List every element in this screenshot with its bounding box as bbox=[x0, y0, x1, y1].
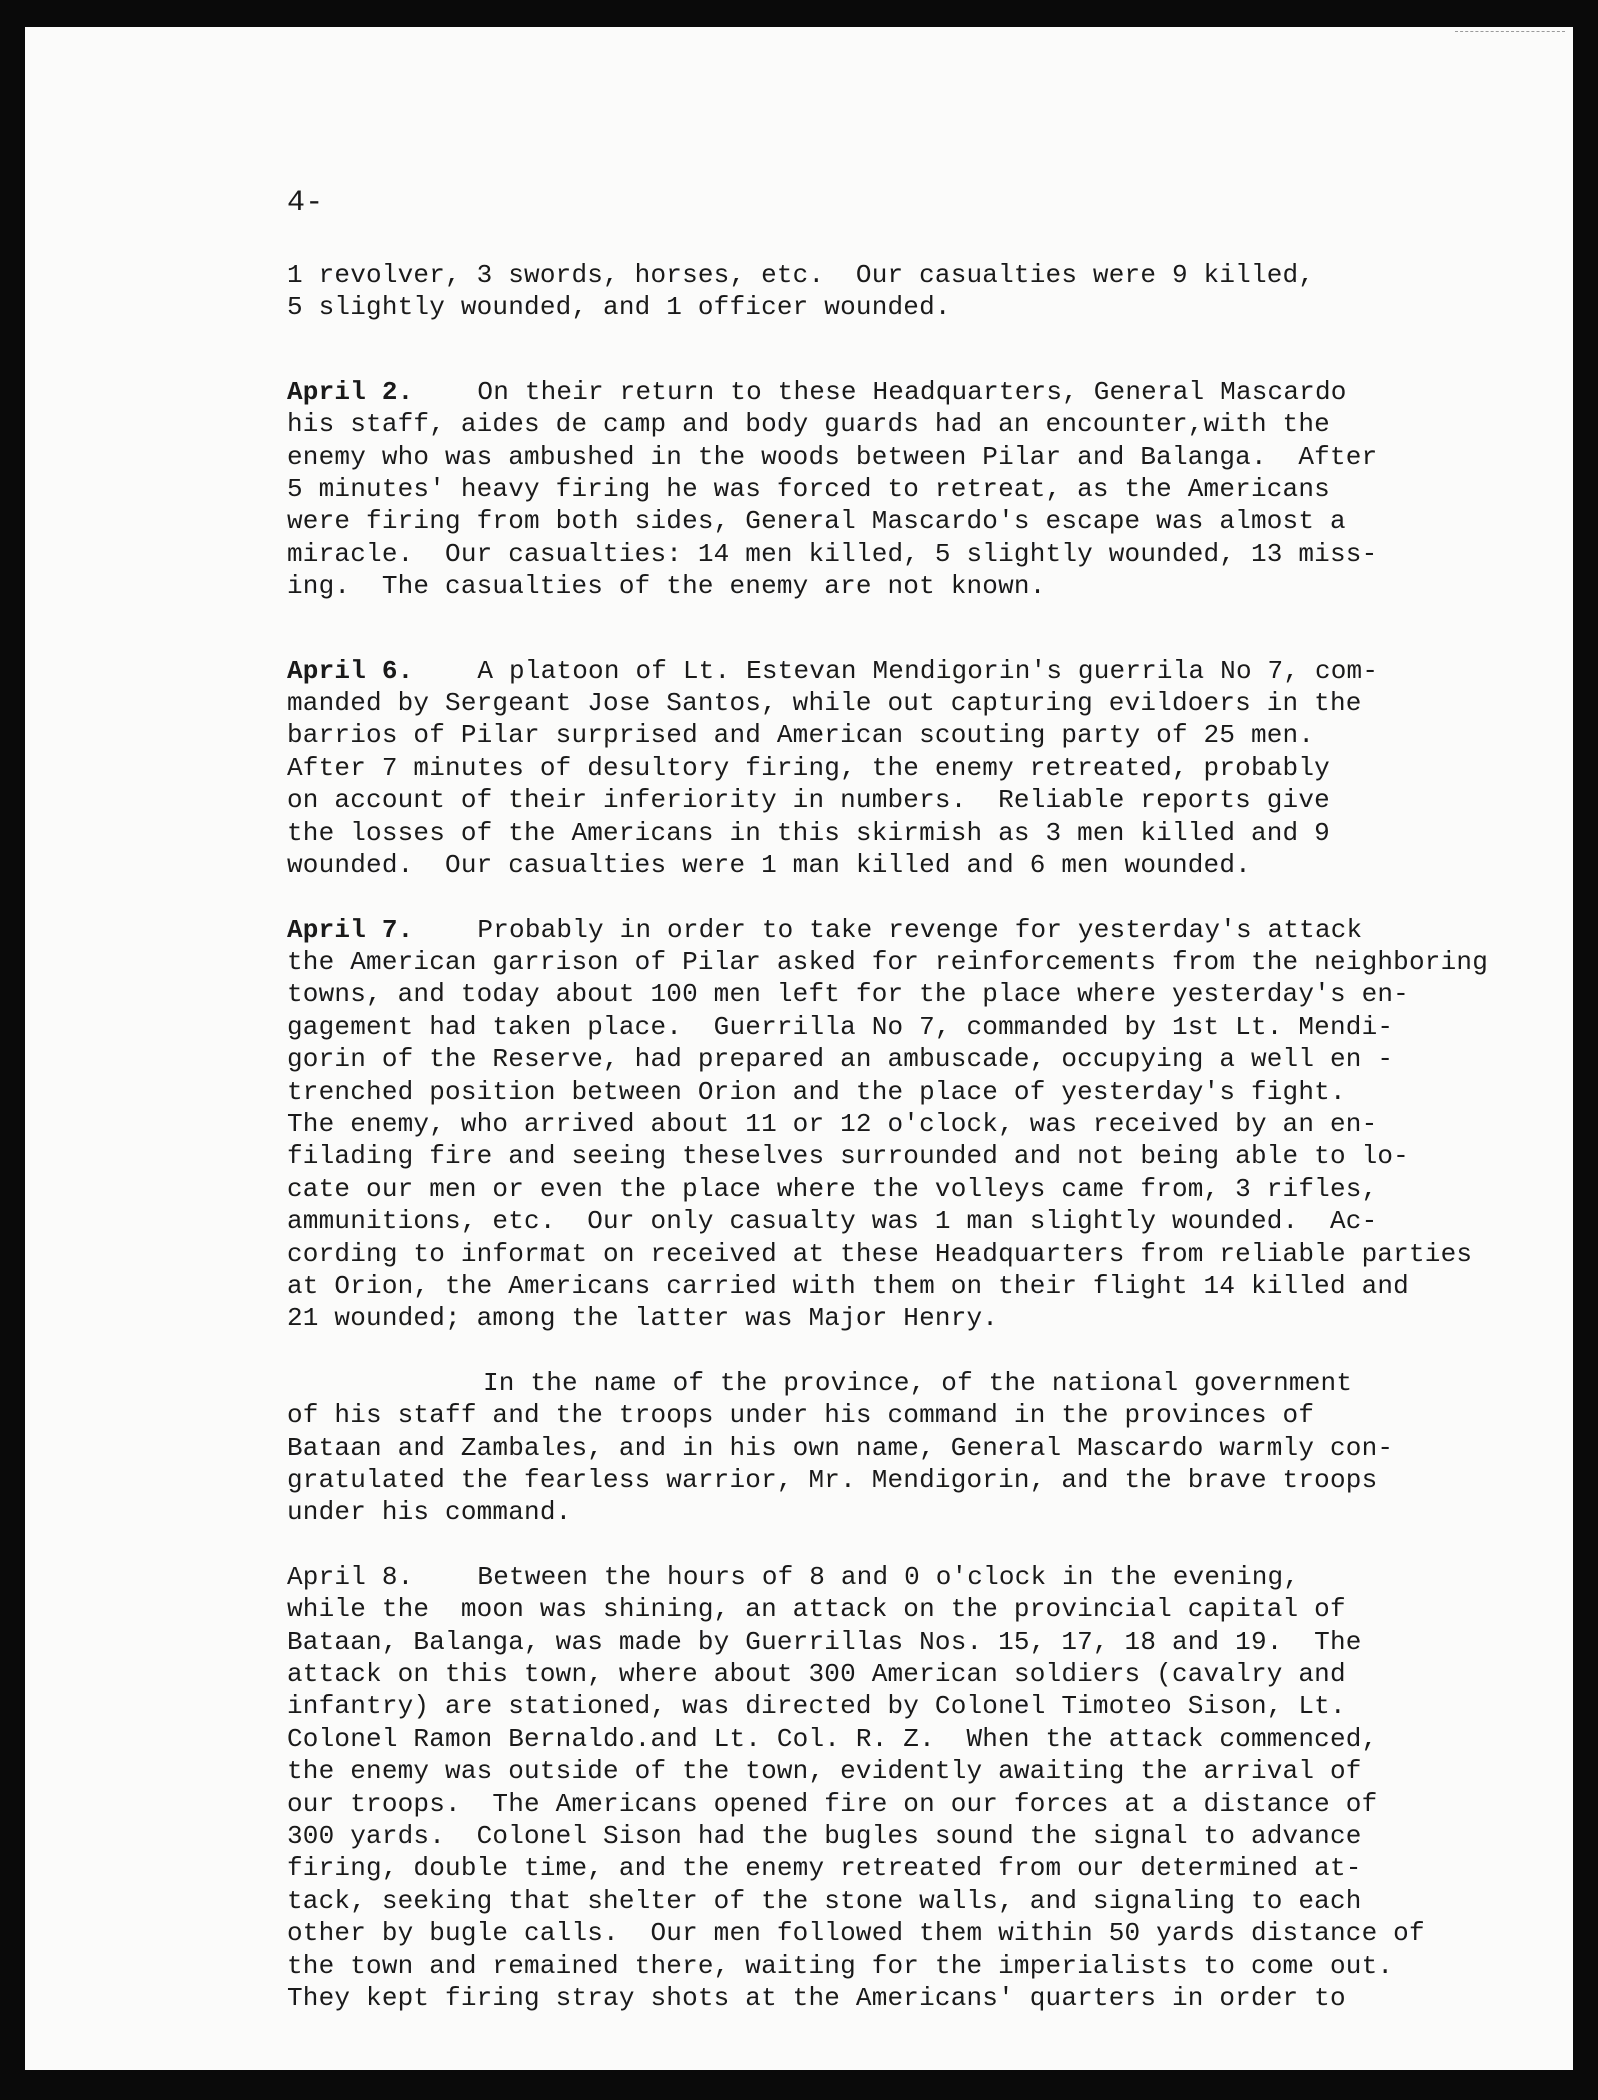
text-line: other by bugle calls. Our men followed them within 50 yards distance of bbox=[287, 1918, 1425, 1949]
text-line: 1 revolver, 3 swords, horses, etc. Our casualties were 9 killed, bbox=[287, 260, 1315, 290]
text-line: firing, double time, and the enemy retreated from our determined at- bbox=[287, 1853, 1362, 1884]
text-line: Between the hours of 8 and 0 o'clock in the evening, bbox=[477, 1561, 1300, 1592]
text-line: gagement had taken place. Guerrilla No 7, commanded by 1st Lt. Mendi- bbox=[287, 1011, 1394, 1042]
text-line: gorin of the Reserve, had prepared an ambuscade, occupying a well en - bbox=[287, 1044, 1394, 1075]
entry-april-2 bbox=[287, 376, 1557, 603]
text-line: his staff, aides de camp and body guards had an encounter,with the bbox=[287, 409, 1330, 440]
text-line: filading fire and seeing theselves surrounded and not being able to lo- bbox=[287, 1141, 1409, 1172]
text-line: barrios of Pilar surprised and American scouting party of 25 men. bbox=[287, 720, 1315, 751]
text-line: cate our men or even the place where the volleys came from, 3 rifles, bbox=[287, 1173, 1378, 1204]
text-line: The enemy, who arrived about 11 or 12 o'clock, was received by an en- bbox=[287, 1108, 1378, 1139]
text-line: our troops. The Americans opened fire on our forces at a distance of bbox=[287, 1788, 1378, 1819]
paragraph-congratulations bbox=[287, 1367, 1557, 1529]
text-line: were firing from both sides, General Mascardo's escape was almost a bbox=[287, 506, 1346, 537]
page-number: 4- bbox=[287, 186, 324, 220]
text-line: the enemy was outside of the town, evidently awaiting the arrival of bbox=[287, 1756, 1362, 1787]
text-line: attack on this town, where about 300 American soldiers (cavalry and bbox=[287, 1659, 1346, 1690]
text-line: cording to informat on received at these Headquarters from reliable parties bbox=[287, 1238, 1473, 1269]
text-line: enemy who was ambushed in the woods between Pilar and Balanga. After bbox=[287, 441, 1378, 472]
entry-april-7 bbox=[287, 914, 1557, 1335]
paragraph-continuation bbox=[287, 259, 1557, 324]
entry-april-6 bbox=[287, 655, 1557, 882]
text-line: at Orion, the Americans carried with them on their flight 14 killed and bbox=[287, 1270, 1409, 1301]
text-line: the town and remained there, waiting for the imperialists to come out. bbox=[287, 1950, 1394, 1981]
entry-date: April 7. bbox=[287, 914, 414, 945]
text-line: In the name of the province, of the national government bbox=[483, 1367, 1353, 1398]
text-line: 300 yards. Colonel Sison had the bugles sound the signal to advance bbox=[287, 1821, 1362, 1852]
entry-date: April 6. bbox=[287, 655, 414, 686]
text-line: 5 minutes' heavy firing he was forced to retreat, as the Americans bbox=[287, 474, 1330, 505]
document-page bbox=[25, 27, 1573, 2070]
text-line: under his command. bbox=[287, 1497, 572, 1528]
text-line: Colonel Ramon Bernaldo.and Lt. Col. R. Z. When the attack commenced, bbox=[287, 1723, 1378, 1754]
text-line: gratulated the fearless warrior, Mr. Mendigorin, and the brave troops bbox=[287, 1465, 1378, 1495]
text-line: Probably in order to take revenge for yesterday's attack bbox=[477, 914, 1363, 945]
text-line: A platoon of Lt. Estevan Mendigorin's guerrila No 7, com- bbox=[477, 655, 1379, 686]
text-line: After 7 minutes of desultory firing, the enemy retreated, probably bbox=[287, 752, 1330, 783]
text-line: of his staff and the troops under his command in the provinces of bbox=[287, 1400, 1315, 1431]
text-line: on account of their inferiority in numbers. Reliable reports give bbox=[287, 785, 1330, 816]
text-line: wounded. Our casualties were 1 man killed and 6 men wounded. bbox=[287, 850, 1251, 881]
entry-april-8 bbox=[287, 1561, 1557, 2015]
text-line: the American garrison of Pilar asked for reinforcements from the neighboring bbox=[287, 946, 1488, 977]
text-line: while the moon was shining, an attack on the provincial capital of bbox=[287, 1594, 1346, 1625]
text-line: Bataan and Zambales, and in his own name, General Mascardo warmly con- bbox=[287, 1432, 1394, 1463]
text-line: On their return to these Headquarters, General Mascardo bbox=[477, 376, 1347, 407]
text-line: Bataan, Balanga, was made by Guerrillas Nos. 15, 17, 18 and 19. The bbox=[287, 1626, 1362, 1657]
text-line: tack, seeking that shelter of the stone walls, and signaling to each bbox=[287, 1885, 1362, 1916]
text-line: 5 slightly wounded, and 1 officer wounded. bbox=[287, 292, 951, 323]
edge-mark bbox=[1455, 31, 1565, 32]
text-line: miracle. Our casualties: 14 men killed, 5 slightly wounded, 13 miss- bbox=[287, 538, 1378, 569]
text-line: manded by Sergeant Jose Santos, while out capturing evildoers in the bbox=[287, 688, 1362, 719]
text-line: towns, and today about 100 men left for the place where yesterday's en- bbox=[287, 979, 1409, 1010]
entry-date: April 2. bbox=[287, 376, 414, 407]
text-line: ing. The casualties of the enemy are not known. bbox=[287, 571, 1046, 602]
text-line: ammunitions, etc. Our only casualty was 1 man slightly wounded. Ac- bbox=[287, 1206, 1378, 1237]
entry-date: April 8. bbox=[287, 1561, 414, 1592]
document-body bbox=[287, 187, 1557, 2047]
text-line: infantry) are stationed, was directed by Colonel Timoteo Sison, Lt. bbox=[287, 1691, 1346, 1722]
text-line: trenched position between Orion and the place of yesterday's fight. bbox=[287, 1076, 1346, 1107]
text-line: the losses of the Americans in this skirmish as 3 men killed and 9 bbox=[287, 817, 1330, 848]
text-line: 21 wounded; among the latter was Major Henry. bbox=[287, 1303, 999, 1334]
text-line: They kept firing stray shots at the Americans' quarters in order to bbox=[287, 1983, 1346, 2014]
